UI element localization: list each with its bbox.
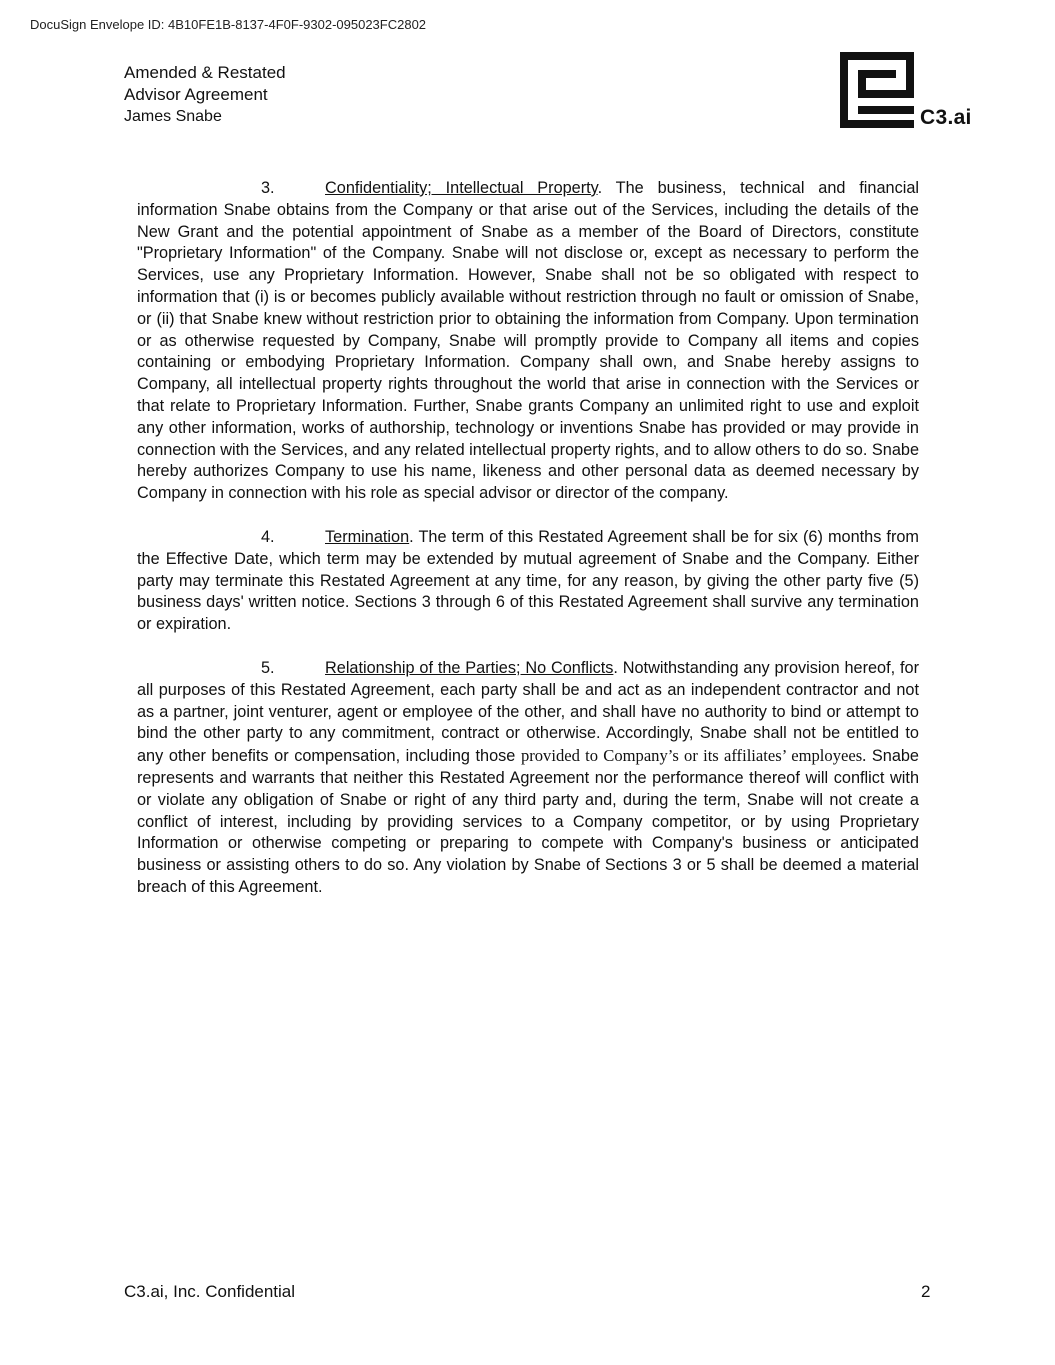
section-4-title: Termination [325,527,410,546]
section-3-number: 3. [261,179,275,197]
logo-text: C3.ai [920,106,972,129]
section-5-text-b: Snabe represents and warrants that neither this Restated Agreement nor the performance thereof will conflict with or violate any obligation of Snabe or right of any third party and, during the term, Snabe will not create a conflict of interest, including by providing services to a Company competitor, or by using Proprietary Information or otherwise competing or preparing to compete with Company's business or anticipated business or assisting others to do so. Any violation by Snabe of Sections 3 or 5 shall be deemed a material breach of this Agreement. [137,747,919,896]
section-5-text-serif: provided to Company’s or its affiliates’ employees. [520,746,867,766]
section-5-text-a: . Notwithstanding any provision hereof, for all purposes of this Restated Agreement, each party shall be and act as an independent contractor and not as a partner, joint venturer, agent or employee of the other, and shall have no authority to bind or attempt to bind the other party to any commitment, contract or otherwise. Accordingly, Snabe shall not be entitled to any other benefits or compensation, including those [137,658,919,766]
page-number: 2 [921,1282,931,1301]
header-line-2: Advisor Agreement [124,85,268,104]
section-3-paragraph [137,178,919,505]
agreement-body [137,178,919,921]
section-5-number: 5. [261,658,275,677]
section-3-title: Confidentiality; Intellectual Property [325,179,598,197]
section-3-text: . The business, technical and financial information Snabe obtains from the Company or that arise out of the Services, including the details of the New Grant and the potential appointment of Snabe as a member of the Board of Directors, constitute "Proprietary Information" of the Company. Snabe will not disclose or, except as necessary to perform the Services, use any Proprietary Information. However, Snabe shall not be so obligated with respect to information that (i) is or becomes publicly available without restriction through no fault or omission of Snabe, or (ii) that Snabe knew without restriction prior to obtaining the information from Company. Upon termination or as otherwise requested by Company, Snabe will promptly provide to Company all items and copies containing or embodying Proprietary Information. Company shall own, and Snabe hereby assigns to Company, all intellectual property rights throughout the world that arise in connection with the Services or that relate to Proprietary Information. Further, Snabe grants Company an unlimited right to use and exploit any other information, works of authorship, technology or inventions Snabe has provided or may provide in connection with the Services, and any related intellectual property rights, and to allow others to do so. Snabe hereby authorizes Company to use his name, likeness and other personal data as deemed necessary by Company in connection with his role as special advisor or director of the company. [137,179,920,503]
docusign-envelope-id: DocuSign Envelope ID: 4B10FE1B-8137-4F0F-9302-095023FC2802 [30,17,427,32]
document-header [124,62,286,128]
section-5-paragraph [137,658,919,899]
section-4-paragraph [137,527,919,636]
header-line-1: Amended & Restated [124,63,286,82]
header-line-3: James Snabe [124,108,222,125]
section-5-title: Relationship of the Parties; No Conflicts [325,658,614,677]
section-4-number: 4. [261,527,275,546]
section-4-text: . The term of this Restated Agreement shall be for six (6) months from the Effective Date, which term may be extended by mutual agreement of Snabe and the Company. Either party may terminate this Restated Agreement at any time, for any reason, by giving the other party five (5) business days' written notice. Sections 3 through 6 of this Restated Agreement shall survive any termination or expiration. [137,527,919,634]
footer-confidential: C3.ai, Inc. Confidential [124,1282,296,1301]
